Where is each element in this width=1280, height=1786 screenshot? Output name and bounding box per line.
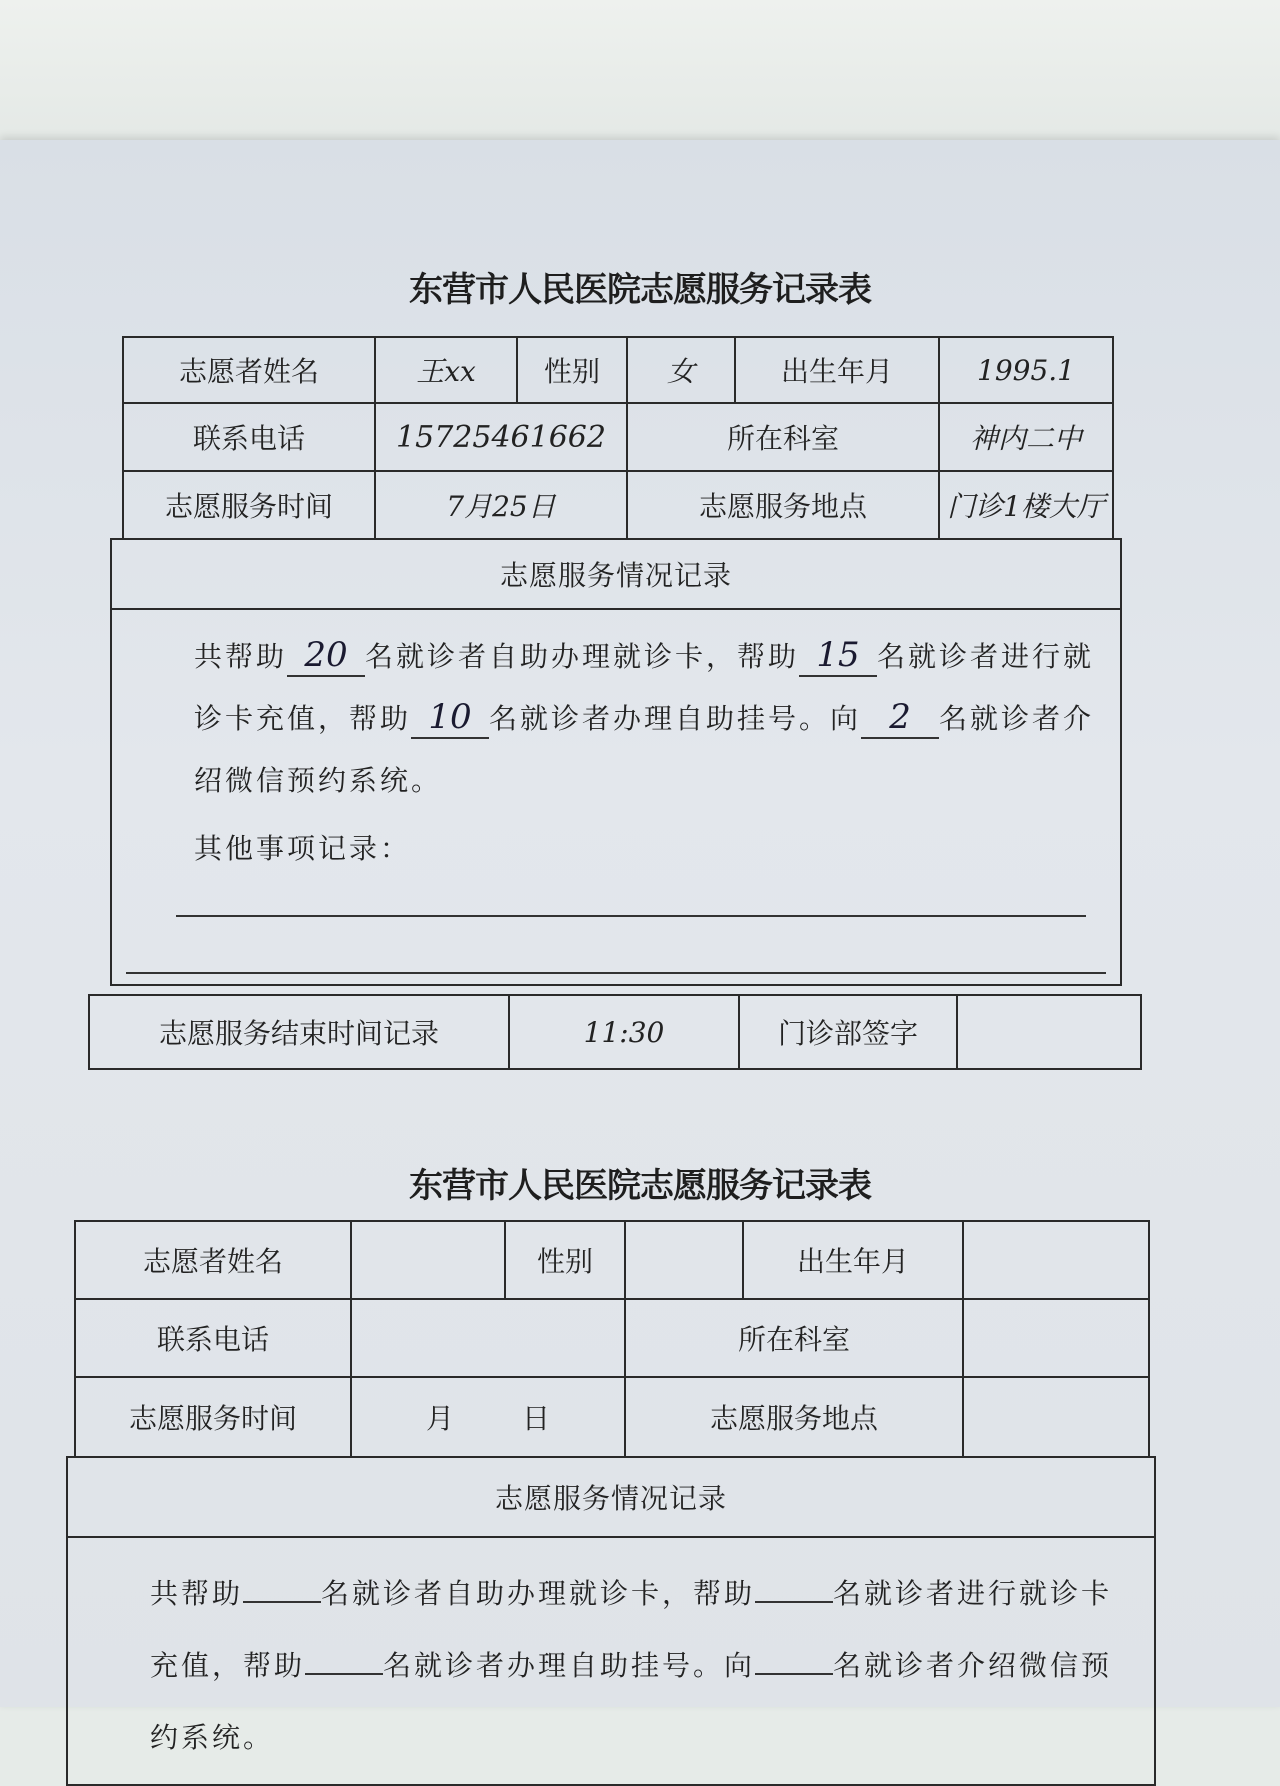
department-label: 所在科室 <box>627 403 939 471</box>
record-text-1-2: 共帮助 <box>150 1577 244 1610</box>
count-card-field[interactable]: 20 <box>287 635 365 677</box>
table-surface <box>0 0 1280 160</box>
month-label-2: 月 <box>425 1402 454 1435</box>
end-time-label: 志愿服务结束时间记录 <box>89 995 509 1069</box>
other-matters-line-2[interactable] <box>126 971 1106 974</box>
birth-field-2[interactable] <box>963 1221 1149 1299</box>
record-text-2: 名就诊者自助办理就诊卡，帮助 <box>365 640 800 673</box>
gender-value[interactable]: 女 <box>627 337 735 403</box>
service-date-field-2[interactable] <box>351 1377 625 1457</box>
form-1-record-table <box>110 538 1122 986</box>
form-title-2: 东营市人民医院志愿服务记录表 <box>409 1166 871 1206</box>
record-text-4-2: 名就诊者办理自助挂号。向 <box>383 1649 756 1682</box>
department-value[interactable]: 神内二中 <box>939 403 1113 471</box>
name-field-2[interactable] <box>351 1221 505 1299</box>
count-card-field-2[interactable] <box>243 1601 321 1603</box>
other-matters-line-1[interactable] <box>176 914 1086 917</box>
signature-label: 门诊部签字 <box>739 995 957 1069</box>
service-time-label-2: 志愿服务时间 <box>75 1377 351 1457</box>
record-text-5-2: 名就诊者介绍微信预约系统。 <box>150 1649 1113 1754</box>
record-text-2-2: 名就诊者自助办理就诊卡，帮助 <box>321 1577 756 1610</box>
gender-field-2[interactable] <box>625 1221 743 1299</box>
record-body <box>111 609 1121 985</box>
count-recharge-field-2[interactable] <box>755 1601 833 1603</box>
count-register-field[interactable]: 10 <box>411 697 489 739</box>
service-place-label-2: 志愿服务地点 <box>625 1377 963 1457</box>
gender-label-2: 性别 <box>505 1221 625 1299</box>
signature-field[interactable] <box>957 995 1141 1069</box>
name-value[interactable]: 王xx <box>375 337 517 403</box>
service-time-label: 志愿服务时间 <box>123 471 375 539</box>
name-label: 志愿者姓名 <box>123 337 375 403</box>
phone-value[interactable]: 15725461662 <box>375 403 627 471</box>
birth-value[interactable]: 1995.1 <box>939 337 1113 403</box>
section-record-header: 志愿服务情况记录 <box>111 539 1121 609</box>
count-wechat-field[interactable]: 2 <box>861 697 939 739</box>
form-title-1: 东营市人民医院志愿服务记录表 <box>409 270 871 310</box>
service-place-label: 志愿服务地点 <box>627 471 939 539</box>
service-place-field-2[interactable] <box>963 1377 1149 1457</box>
department-label-2: 所在科室 <box>625 1299 963 1377</box>
phone-label: 联系电话 <box>123 403 375 471</box>
record-text-3-2: 名就诊者进行就诊卡充值，帮助 <box>150 1577 1113 1682</box>
birth-label: 出生年月 <box>735 337 939 403</box>
record-text-4: 名就诊者办理自助挂号。向 <box>489 702 862 735</box>
count-register-field-2[interactable] <box>305 1673 383 1675</box>
count-recharge-field[interactable]: 15 <box>799 635 877 677</box>
form-2-info-table <box>74 1220 1150 1458</box>
department-field-2[interactable] <box>963 1299 1149 1377</box>
service-date-value[interactable]: 7月25日 <box>375 471 627 539</box>
day-label-2: 日 <box>522 1402 551 1435</box>
form-1-info-table <box>122 336 1114 540</box>
gender-label: 性别 <box>517 337 627 403</box>
record-body-2 <box>67 1537 1155 1785</box>
record-text-3: 名就诊者进行就诊卡充值，帮助 <box>194 640 1095 735</box>
other-matters-label: 其他事项记录： <box>194 832 412 865</box>
section-record-header-2: 志愿服务情况记录 <box>67 1457 1155 1537</box>
name-label-2: 志愿者姓名 <box>75 1221 351 1299</box>
phone-label-2: 联系电话 <box>75 1299 351 1377</box>
service-place-value[interactable]: 门诊1楼大厅 <box>939 471 1113 539</box>
record-text-1: 共帮助 <box>194 640 288 673</box>
end-time-value[interactable]: 11:30 <box>509 995 739 1069</box>
count-wechat-field-2[interactable] <box>755 1673 833 1675</box>
form-2-record-table <box>66 1456 1156 1786</box>
birth-label-2: 出生年月 <box>743 1221 963 1299</box>
form-1-end-table <box>88 994 1142 1070</box>
record-text-5: 名就诊者介绍微信预约系统。 <box>194 702 1095 797</box>
phone-field-2[interactable] <box>351 1299 625 1377</box>
